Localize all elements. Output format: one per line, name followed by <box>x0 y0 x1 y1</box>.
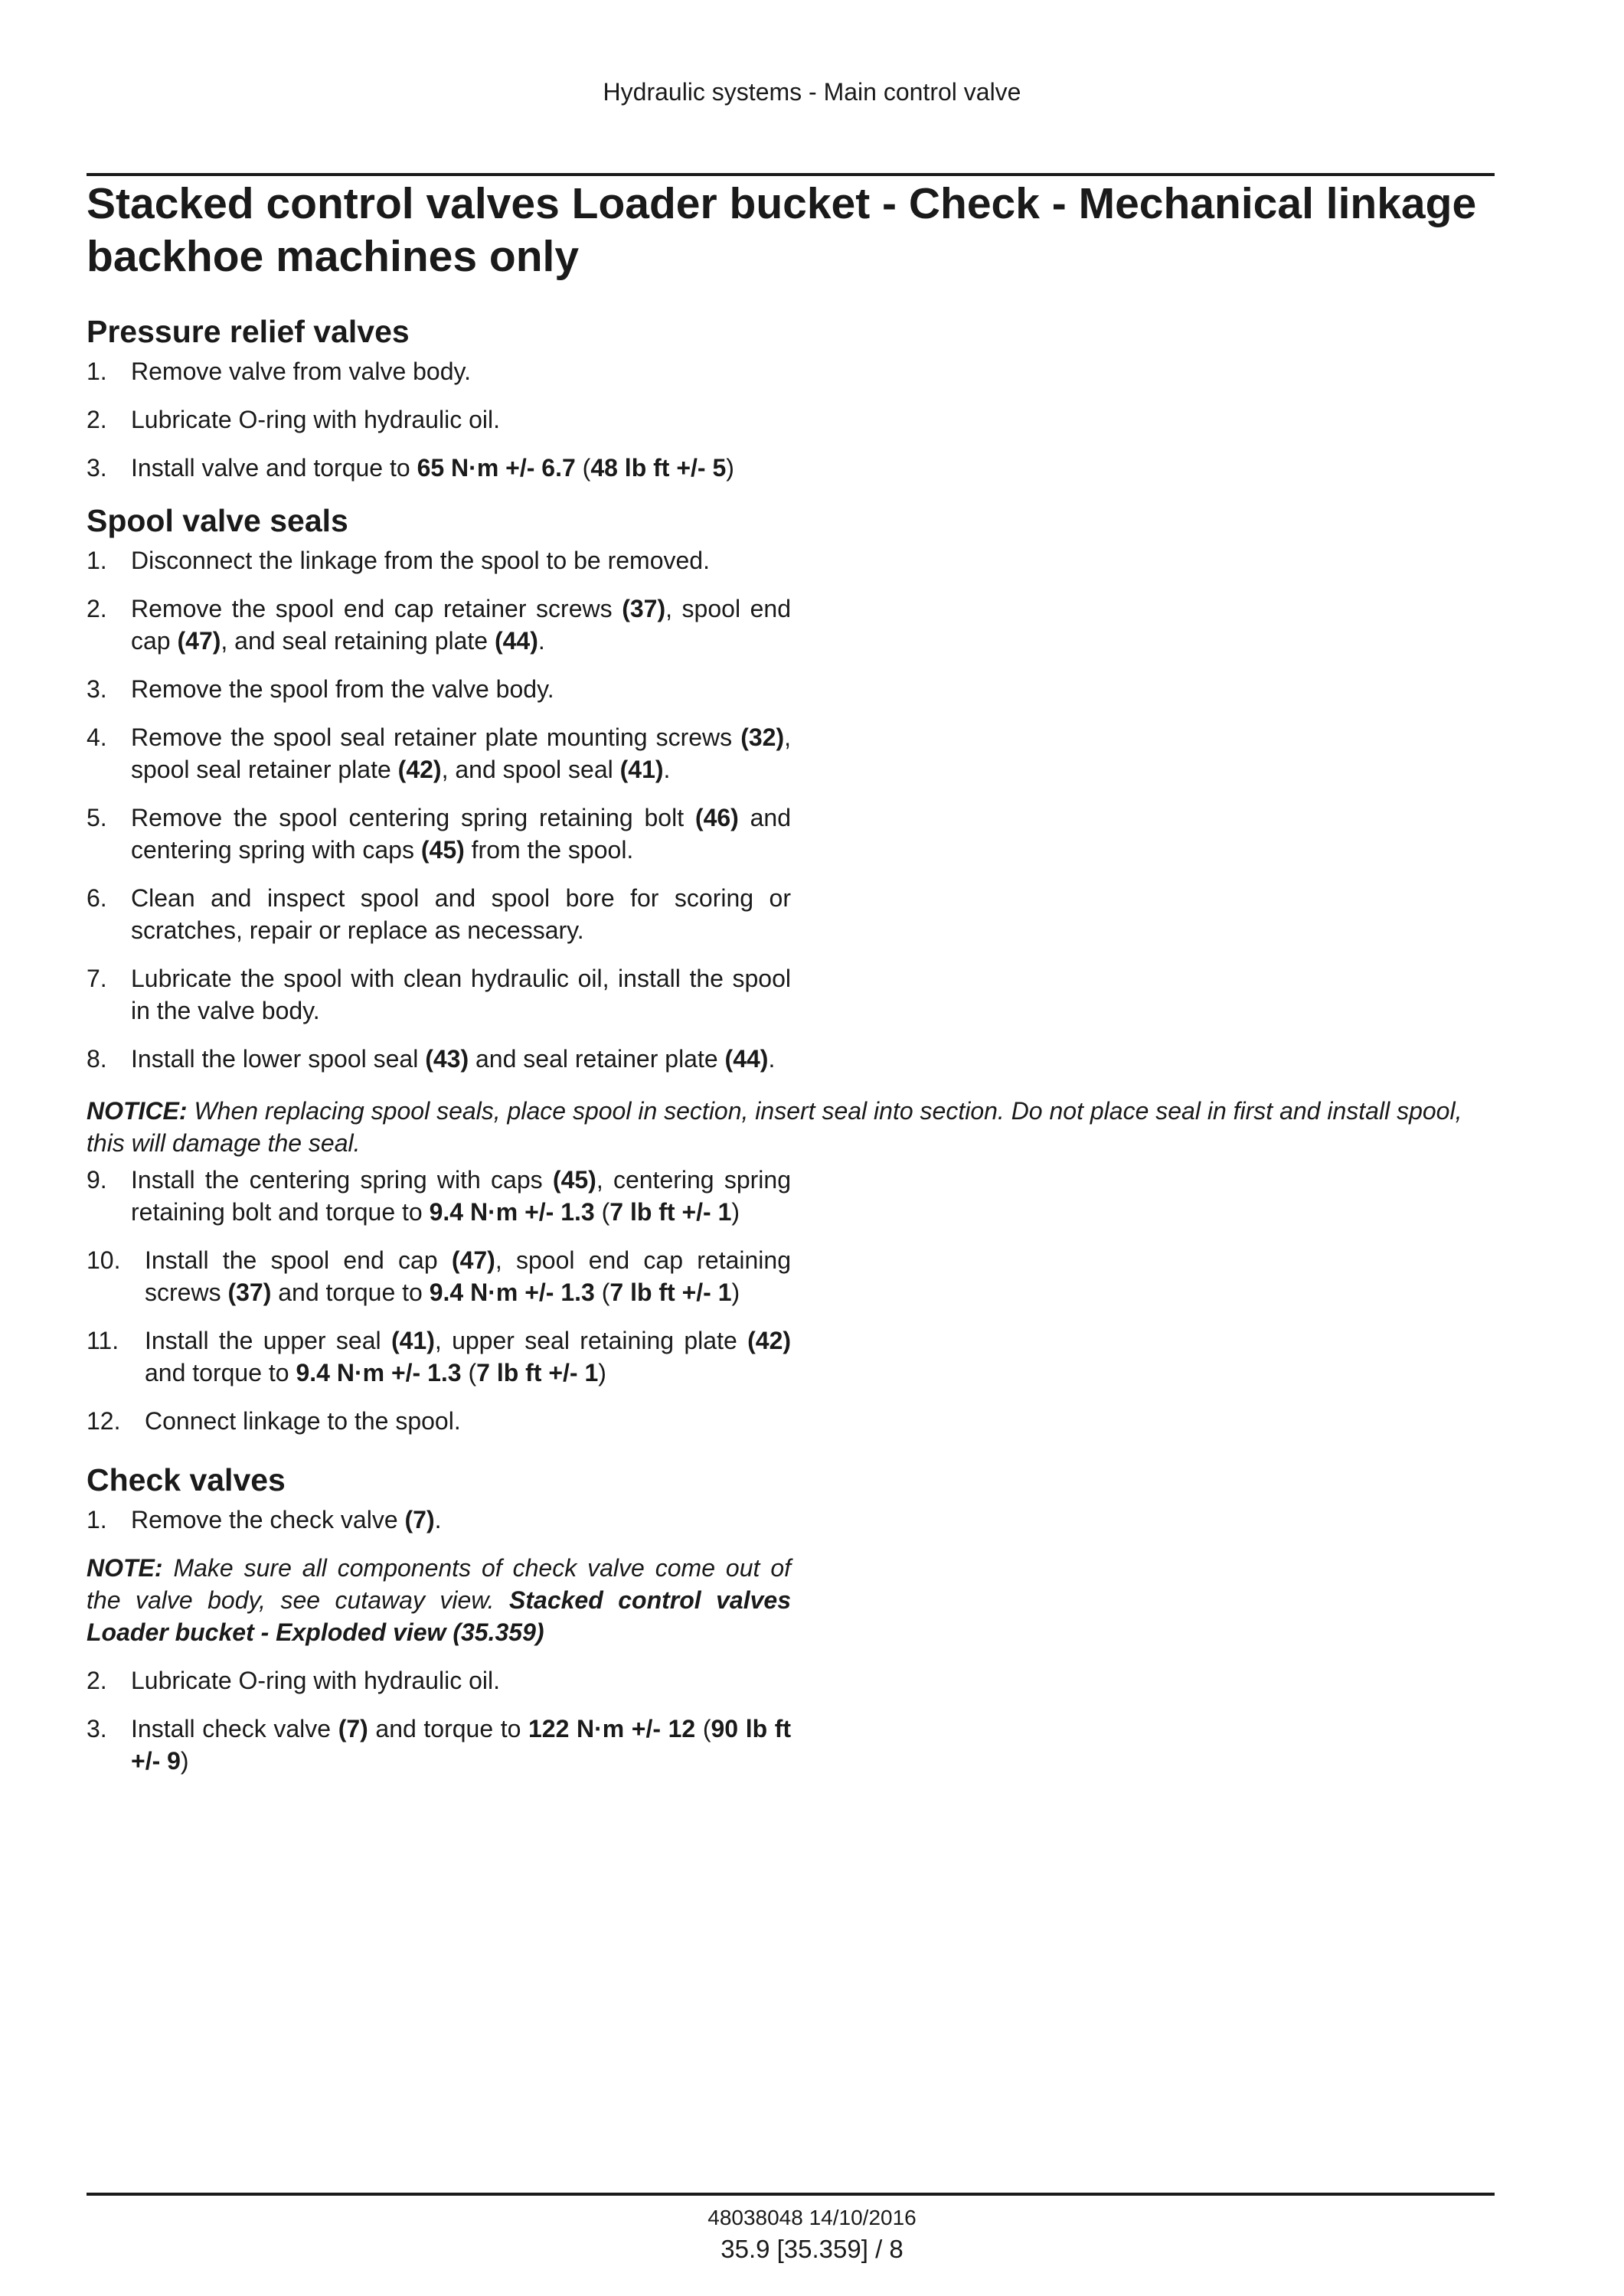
pressure-relief-steps <box>87 355 791 484</box>
step-text: and torque to <box>368 1715 528 1742</box>
step-text: and torque to <box>271 1279 430 1306</box>
note-text: Make sure all components of check valve come out of the valve body, see cutaway view. <box>87 1554 791 1614</box>
check-steps-continued <box>87 1664 791 1777</box>
list-item <box>87 1504 791 1536</box>
part-ref: (42) <box>397 756 442 783</box>
step-text: Remove the spool centering spring retaining bolt <box>131 804 695 831</box>
spool-steps-continued <box>87 1164 791 1437</box>
step-number: 5. <box>87 804 107 831</box>
step-number: 3. <box>87 454 107 482</box>
notice-box <box>87 1095 1495 1159</box>
step-number: 11. <box>87 1327 119 1354</box>
step-text: Install the lower spool seal <box>131 1045 426 1073</box>
step-text: Install the centering spring with caps <box>131 1166 553 1194</box>
step-text: , spool seal retainer plate <box>131 723 791 783</box>
part-ref: (37) <box>622 595 666 622</box>
list-item <box>87 721 791 785</box>
step-text: , and spool seal <box>441 756 620 783</box>
list-item <box>87 802 791 866</box>
note-label: NOTE: <box>87 1554 163 1582</box>
notice-label: NOTICE: <box>87 1097 188 1125</box>
part-ref: (41) <box>390 1327 435 1354</box>
step-text: . <box>538 627 545 655</box>
step-text: Install valve and torque to <box>131 454 417 482</box>
part-ref: (32) <box>740 723 785 751</box>
step-text: , upper seal retaining plate <box>434 1327 748 1354</box>
spool-steps <box>87 544 791 1075</box>
torque-value: 9.4 N·m +/- 1.3 <box>296 1359 462 1386</box>
step-text: Remove the spool seal retainer plate mounting screws <box>131 723 741 751</box>
list-item <box>87 882 791 946</box>
step-number: 7. <box>87 965 107 992</box>
step-text: Lubricate O-ring with hydraulic oil. <box>131 1667 500 1694</box>
step-text: Clean and inspect spool and spool bore for scoring or scratches, repair or replace as necessary. <box>131 884 791 944</box>
step-number: 3. <box>87 675 107 703</box>
list-item <box>87 1405 791 1437</box>
list-item <box>87 1244 791 1308</box>
part-ref: (45) <box>420 836 465 864</box>
torque-value: 65 N·m +/- 6.7 <box>417 454 576 482</box>
step-text: and centering spring with caps <box>131 804 792 864</box>
step-text: . <box>663 756 671 783</box>
footer-doc-code: 48038048 14/10/2016 <box>707 2206 917 2229</box>
step-number: 1. <box>87 547 107 574</box>
list-item <box>87 403 791 436</box>
step-number: 2. <box>87 595 107 622</box>
notice-text: When replacing spool seals, place spool in section, insert seal into section. Do not place seal in first and install spool, this will damage the seal. <box>87 1097 1462 1157</box>
step-number: 4. <box>87 723 107 751</box>
step-text: , spool end cap retaining screws <box>145 1246 792 1306</box>
step-text: ) <box>598 1359 606 1386</box>
torque-value: 9.4 N·m +/- 1.3 <box>429 1279 595 1306</box>
page-content <box>87 175 1495 1793</box>
step-text: Remove the spool from the valve body. <box>131 675 554 703</box>
step-text: and torque to <box>145 1359 296 1386</box>
part-ref: (46) <box>694 804 739 831</box>
list-item <box>87 1164 791 1228</box>
part-ref: (45) <box>552 1166 596 1194</box>
part-ref: (47) <box>177 627 221 655</box>
part-ref: (7) <box>404 1506 435 1533</box>
part-ref: (44) <box>494 627 538 655</box>
section-heading-check-valves: Check valves <box>87 1462 286 1497</box>
step-text: Remove the check valve <box>131 1506 405 1533</box>
step-text: ( <box>575 454 591 482</box>
torque-value-imperial: 90 lb ft +/- 9 <box>131 1715 792 1775</box>
list-item <box>87 673 791 705</box>
step-text: , spool end cap <box>131 595 792 655</box>
list-item <box>87 355 791 387</box>
part-ref: (42) <box>747 1327 792 1354</box>
section-heading-pressure-relief: Pressure relief valves <box>87 314 410 349</box>
part-ref: (47) <box>451 1246 495 1274</box>
step-text: . <box>434 1506 442 1533</box>
torque-value-imperial: 7 lb ft +/- 1 <box>476 1359 599 1386</box>
list-item <box>87 593 791 657</box>
running-header: Hydraulic systems - Main control valve <box>603 78 1021 106</box>
list-item <box>87 452 791 484</box>
step-text: ( <box>695 1715 711 1742</box>
footer-rule <box>87 2193 1495 2196</box>
list-item <box>87 962 791 1027</box>
step-text: . <box>768 1045 776 1073</box>
step-text: Lubricate the spool with clean hydraulic oil, install the spool in the valve body. <box>131 965 791 1024</box>
list-item <box>87 1043 791 1075</box>
step-number: 6. <box>87 884 107 912</box>
step-number: 3. <box>87 1715 107 1742</box>
step-text: ) <box>726 454 734 482</box>
step-number: 2. <box>87 406 107 433</box>
step-text: Install the spool end cap <box>145 1246 452 1274</box>
note-box <box>87 1552 791 1648</box>
part-ref: (37) <box>227 1279 272 1306</box>
step-text: Connect linkage to the spool. <box>145 1407 461 1435</box>
torque-value: 9.4 N·m +/- 1.3 <box>429 1198 595 1226</box>
check-steps <box>87 1504 791 1536</box>
step-number: 1. <box>87 358 107 385</box>
part-ref: (44) <box>724 1045 769 1073</box>
part-ref: (7) <box>338 1715 368 1742</box>
step-text: ) <box>180 1747 189 1775</box>
step-text: ( <box>594 1198 610 1226</box>
torque-value-imperial: 7 lb ft +/- 1 <box>609 1198 732 1226</box>
step-text: , and seal retaining plate <box>221 627 495 655</box>
step-text: Disconnect the linkage from the spool to be removed. <box>131 547 710 574</box>
step-text: Install the upper seal <box>145 1327 391 1354</box>
torque-value-imperial: 48 lb ft +/- 5 <box>590 454 727 482</box>
step-text: ) <box>731 1198 740 1226</box>
step-text: , centering spring retaining bolt and torque to <box>131 1166 792 1226</box>
torque-value: 122 N·m +/- 12 <box>528 1715 696 1742</box>
step-text: ) <box>731 1279 740 1306</box>
part-ref: (41) <box>619 756 664 783</box>
section-heading-spool-valve-seals: Spool valve seals <box>87 503 348 538</box>
step-number: 9. <box>87 1166 107 1194</box>
list-item <box>87 1713 791 1777</box>
footer-page-ref: 35.9 [35.359] / 8 <box>721 2235 903 2263</box>
step-text: from the spool. <box>464 836 634 864</box>
list-item <box>87 1664 791 1697</box>
step-number: 1. <box>87 1506 107 1533</box>
step-text: Lubricate O-ring with hydraulic oil. <box>131 406 500 433</box>
part-ref: (43) <box>425 1045 469 1073</box>
step-text: Remove valve from valve body. <box>131 358 472 385</box>
step-text: Remove the spool end cap retainer screws <box>131 595 622 622</box>
step-number: 2. <box>87 1667 107 1694</box>
step-text: ( <box>461 1359 477 1386</box>
step-text: and seal retainer plate <box>469 1045 725 1073</box>
step-text: Install check valve <box>131 1715 338 1742</box>
step-number: 12. <box>87 1407 121 1435</box>
step-text: ( <box>594 1279 610 1306</box>
exploded-view-link[interactable]: Stacked control valves Loader bucket - Exploded view (35.359) <box>87 1586 792 1646</box>
page-title: Stacked control valves Loader bucket - Check - Mechanical linkage backhoe machines only <box>87 179 1477 281</box>
list-item <box>87 544 791 576</box>
step-number: 8. <box>87 1045 107 1073</box>
torque-value-imperial: 7 lb ft +/- 1 <box>609 1279 732 1306</box>
list-item <box>87 1324 791 1389</box>
step-number: 10. <box>87 1246 121 1274</box>
